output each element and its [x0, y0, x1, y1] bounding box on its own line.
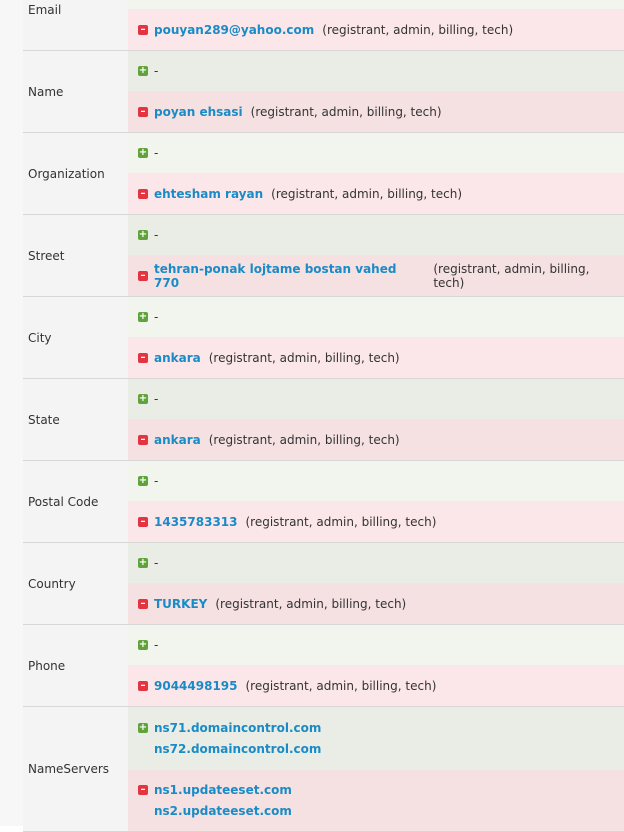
- row-street: [23, 215, 624, 297]
- minus-icon: –: [138, 517, 148, 527]
- plus-icon: +: [138, 65, 148, 76]
- ns-added-line: [138, 739, 329, 760]
- removed-link[interactable]: tehran-ponak lojtame bostan vahed 770: [154, 261, 397, 290]
- minus-icon: –: [138, 435, 148, 445]
- minus-icon: –: [138, 681, 148, 691]
- added-dash: -: [154, 146, 159, 160]
- removed-value: [128, 255, 624, 296]
- nameserver-link[interactable]: ns71.domaincontrol.com: [154, 721, 322, 735]
- removed-link[interactable]: 1435783313: [154, 514, 238, 529]
- row-label-text: Phone: [28, 658, 66, 673]
- row-label-text: Name: [28, 84, 64, 99]
- added-value: [128, 0, 624, 9]
- plus-icon: +: [138, 393, 148, 404]
- plus-icon: +: [138, 722, 148, 733]
- removed-link[interactable]: 9044498195: [154, 678, 238, 693]
- plus-icon: +: [138, 229, 148, 240]
- added-dash: -: [154, 228, 159, 242]
- roles-text: (registrant, admin, billing, tech): [271, 186, 463, 201]
- removed-value: [128, 419, 624, 460]
- removed-value: [128, 770, 624, 831]
- roles-text: (registrant, admin, billing, tech): [208, 432, 400, 447]
- nameserver-link[interactable]: ns1.updateeset.com: [154, 783, 292, 797]
- minus-icon: –: [138, 599, 148, 609]
- minus-icon: –: [138, 785, 148, 795]
- row-label-text: NameServers: [28, 762, 110, 776]
- added-value: [128, 297, 624, 337]
- added-dash: -: [154, 64, 159, 78]
- row-label: [23, 543, 128, 624]
- removed-value: [128, 501, 624, 542]
- row-label: [23, 461, 128, 542]
- added-dash: -: [154, 392, 159, 406]
- added-value: [128, 707, 624, 770]
- row-email: [23, 0, 624, 51]
- row-name: [23, 51, 624, 133]
- row-label: [23, 379, 128, 460]
- removed-value: [128, 583, 624, 624]
- row-label-text: State: [28, 412, 60, 427]
- added-value: [128, 215, 624, 255]
- roles-text: (registrant, admin, billing, tech): [433, 261, 590, 290]
- added-value: [128, 461, 624, 501]
- row-label-text: Organization: [28, 166, 105, 181]
- row-label-text: Street: [28, 248, 65, 263]
- removed-link[interactable]: poyan ehsasi: [154, 104, 243, 119]
- added-value: [128, 543, 624, 583]
- roles-text: (registrant, admin, billing, tech): [215, 596, 407, 611]
- row-phone: [23, 625, 624, 707]
- roles-text: (registrant, admin, billing, tech): [208, 350, 400, 365]
- whois-diff-table: [23, 0, 624, 832]
- ns-added-line: [138, 718, 329, 739]
- row-nameservers: [23, 707, 624, 832]
- added-value: [128, 51, 624, 91]
- roles-text: (registrant, admin, billing, tech): [322, 22, 514, 37]
- plus-icon: +: [138, 639, 148, 650]
- ns-removed-line: [138, 801, 300, 822]
- row-label: [23, 215, 128, 296]
- row-label-text: Country: [28, 576, 76, 591]
- added-dash: -: [154, 310, 159, 324]
- plus-icon: +: [138, 557, 148, 568]
- ns-removed-line: [138, 780, 300, 801]
- minus-icon: –: [138, 25, 148, 35]
- minus-icon: –: [138, 353, 148, 363]
- roles-text: (registrant, admin, billing, tech): [245, 514, 437, 529]
- row-postal-code: [23, 461, 624, 543]
- page-left-gutter: [0, 0, 23, 826]
- added-dash: -: [154, 556, 159, 570]
- added-value: [128, 379, 624, 419]
- row-label: [23, 133, 128, 214]
- row-city: [23, 297, 624, 379]
- nameserver-link[interactable]: ns2.updateeset.com: [154, 804, 292, 818]
- roles-text: (registrant, admin, billing, tech): [245, 678, 437, 693]
- removed-value: [128, 173, 624, 214]
- minus-icon: –: [138, 271, 148, 281]
- row-state: [23, 379, 624, 461]
- plus-icon: +: [138, 311, 148, 322]
- removed-link[interactable]: TURKEY: [154, 596, 208, 611]
- nameserver-link[interactable]: ns72.domaincontrol.com: [154, 742, 322, 756]
- added-dash: -: [154, 474, 159, 488]
- row-label: [23, 0, 128, 50]
- row-label: [23, 51, 128, 132]
- row-label-text: City: [28, 330, 52, 345]
- removed-link[interactable]: ankara: [154, 432, 201, 447]
- removed-value: [128, 337, 624, 378]
- minus-icon: –: [138, 107, 148, 117]
- removed-value: [128, 9, 624, 50]
- added-value: [128, 133, 624, 173]
- removed-link[interactable]: ankara: [154, 350, 201, 365]
- row-country: [23, 543, 624, 625]
- row-label-text: Postal Code: [28, 494, 99, 509]
- row-label: [23, 297, 128, 378]
- removed-link[interactable]: pouyan289@yahoo.com: [154, 22, 315, 37]
- row-organization: [23, 133, 624, 215]
- minus-icon: –: [138, 189, 148, 199]
- row-label: [23, 625, 128, 706]
- removed-link[interactable]: ehtesham rayan: [154, 186, 264, 201]
- plus-icon: +: [138, 147, 148, 158]
- roles-text: (registrant, admin, billing, tech): [250, 104, 442, 119]
- row-label-text: Email: [28, 3, 62, 17]
- added-dash: -: [154, 638, 159, 652]
- plus-icon: +: [138, 475, 148, 486]
- row-label: [23, 707, 128, 831]
- removed-value: [128, 665, 624, 706]
- added-value: [128, 625, 624, 665]
- removed-value: [128, 91, 624, 132]
